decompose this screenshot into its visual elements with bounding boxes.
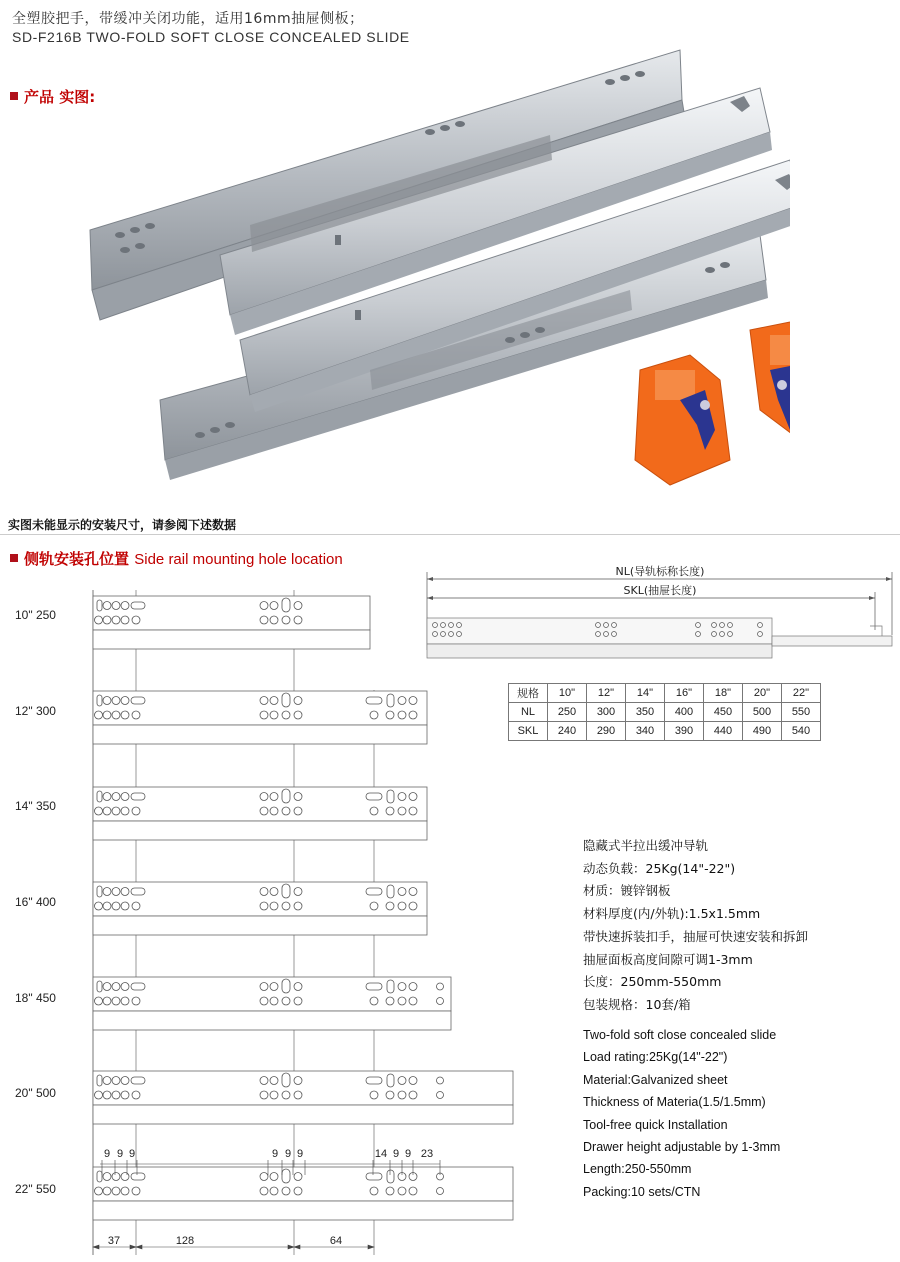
bullet-square-icon <box>10 554 18 562</box>
spec-line: Length:250-550mm <box>583 1162 692 1177</box>
table-cell: 400 <box>665 703 704 722</box>
spec-line: 动态负载：25Kg(14"-22") <box>583 860 736 876</box>
rail-body <box>93 596 370 630</box>
spec-line: 材质：镀锌钢板 <box>583 883 671 899</box>
dim-label: 9 <box>404 1148 412 1160</box>
dim-label: 9 <box>296 1148 304 1160</box>
spec-line: 抽屉面板高度间隙可调1-3mm <box>583 951 753 967</box>
table-cell: 16" <box>665 684 704 703</box>
section-holes-heading <box>10 548 343 569</box>
table-cell: 240 <box>548 722 587 741</box>
spec-line: Packing:10 sets/CTN <box>583 1184 701 1199</box>
spec-line: Tool-free quick Installation <box>583 1117 728 1132</box>
dim-label: 9 <box>284 1148 292 1160</box>
rail-lower-flange <box>93 725 427 744</box>
dim-label: 14 <box>374 1148 388 1160</box>
nl-label: NL(导轨标称长度) <box>615 565 705 578</box>
table-cell: 20" <box>743 684 782 703</box>
rail-size-label: 10" 250 <box>15 608 56 622</box>
product-photo <box>70 40 790 520</box>
rail-size-label: 14" 350 <box>15 799 56 813</box>
spec-line: Drawer height adjustable by 1-3mm <box>583 1140 781 1155</box>
length-diagram <box>420 560 900 670</box>
rail-size-label: 12" 300 <box>15 704 56 718</box>
rail-size-label: 22" 550 <box>15 1182 56 1196</box>
title-chinese: 全塑胶把手，带缓冲关闭功能，适用16mm抽屉侧板； <box>12 11 364 27</box>
quick-release-clip-left <box>635 355 730 485</box>
rail-lower-flange <box>93 821 427 840</box>
quick-release-clip-right <box>750 320 790 440</box>
dim-label: 9 <box>271 1148 279 1160</box>
rail-size-label: 20" 500 <box>15 1086 56 1100</box>
dim-label: 9 <box>103 1148 111 1160</box>
table-row <box>509 722 821 741</box>
divider <box>0 534 900 535</box>
rail-hole-diagrams <box>0 580 560 1260</box>
table-cell: 22" <box>782 684 821 703</box>
table-cell: 550 <box>782 703 821 722</box>
table-cell: 540 <box>782 722 821 741</box>
spec-line: 隐藏式半拉出缓冲导轨 <box>583 838 709 853</box>
section-photo-label: 产品 实图: <box>24 88 96 106</box>
section-holes-label-en: Side rail mounting hole location <box>134 551 343 568</box>
table-cell: 500 <box>743 703 782 722</box>
spec-line: Material:Galvanized sheet <box>583 1072 728 1087</box>
spec-line: 包装规格：10套/箱 <box>583 996 691 1012</box>
table-cell: SKL <box>509 722 548 741</box>
table-cell: 290 <box>587 722 626 741</box>
photo-note: 实图未能显示的安装尺寸，请参阅下述数据 <box>8 518 237 532</box>
table-cell: 350 <box>626 703 665 722</box>
rail-lower-flange <box>93 916 427 935</box>
rail-size-label: 16" 400 <box>15 895 56 909</box>
spec-line: 长度：250mm-550mm <box>583 974 722 990</box>
table-cell: 490 <box>743 722 782 741</box>
table-cell: 450 <box>704 703 743 722</box>
rail-size-label: 18" 450 <box>15 991 56 1005</box>
table-cell: 390 <box>665 722 704 741</box>
table-cell: 340 <box>626 722 665 741</box>
bullet-square-icon <box>10 92 18 100</box>
rail-lower-flange <box>93 1011 451 1030</box>
table-cell: 规格 <box>509 684 548 703</box>
rail-body <box>93 787 427 821</box>
rail-lower-flange <box>93 1105 513 1124</box>
spec-line: Two-fold soft close concealed slide <box>583 1028 777 1042</box>
table-cell: 12" <box>587 684 626 703</box>
table-cell: NL <box>509 703 548 722</box>
specs-chinese <box>583 835 808 1017</box>
table-cell: 440 <box>704 722 743 741</box>
dim-label: 9 <box>116 1148 124 1160</box>
rail-lower-flange <box>93 630 370 649</box>
rail-body <box>93 1167 513 1201</box>
skl-label: SKL(抽屉长度) <box>623 584 697 597</box>
title-english: SD-F216B TWO-FOLD SOFT CLOSE CONCEALED SLIDE <box>12 29 410 45</box>
dim-label: 9 <box>392 1148 400 1160</box>
table-cell: 250 <box>548 703 587 722</box>
spec-line: Thickness of Materia(1.5/1.5mm) <box>583 1095 766 1110</box>
spec-table <box>508 683 821 741</box>
dim-label: 128 <box>175 1235 195 1247</box>
spec-table-header <box>509 684 821 703</box>
table-cell: 10" <box>548 684 587 703</box>
dim-label: 23 <box>420 1148 434 1160</box>
spec-line: Load rating:25Kg(14"-22") <box>583 1050 728 1065</box>
rail-body <box>93 1071 513 1105</box>
table-cell: 300 <box>587 703 626 722</box>
table-cell: 18" <box>704 684 743 703</box>
section-holes-label-cn: 侧轨安装孔位置 <box>24 550 130 568</box>
rail-body <box>93 882 427 916</box>
dim-label: 37 <box>107 1235 121 1247</box>
dim-label: 9 <box>128 1148 136 1160</box>
table-cell: 14" <box>626 684 665 703</box>
spec-line: 带快速拆装扣手，抽屉可快速安装和拆卸 <box>583 928 809 944</box>
table-row <box>509 703 821 722</box>
specs-english <box>583 1024 780 1203</box>
rail-body <box>93 691 427 725</box>
dim-label: 64 <box>329 1235 343 1247</box>
rail-lower-flange <box>93 1201 513 1220</box>
spec-line: 材料厚度(内/外轨):1.5x1.5mm <box>583 906 761 922</box>
rail-body <box>93 977 451 1011</box>
